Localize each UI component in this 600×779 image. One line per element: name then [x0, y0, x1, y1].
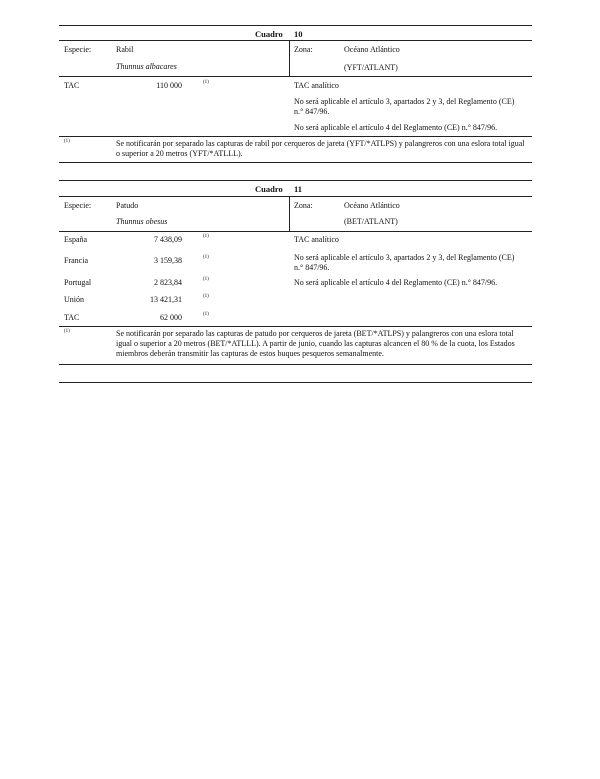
table-10-zona-code: (YFT/ATLANT) — [344, 63, 398, 72]
table-10-tac-label: TAC — [64, 81, 80, 90]
table-10-bottom-rule — [59, 162, 532, 163]
table-11-row-note: (1) — [203, 234, 209, 239]
table-11-footnote-rule — [59, 326, 532, 327]
table-11-row-country: Portugal — [64, 278, 92, 287]
table-11-tac-analitico: TAC analítico — [294, 235, 339, 244]
table-11-row-note: (1) — [203, 294, 209, 299]
table-11-row-country: Unión — [64, 295, 84, 304]
table-11-row-value: 62 000 — [160, 313, 182, 322]
table-11-row-country: España — [64, 235, 88, 244]
table-11-especie-label: Especie: — [64, 201, 92, 210]
table-11-row-country: TAC — [64, 313, 80, 322]
table-11-footnote-text: Se notificarán por separado las capturas de patudo por cerqueros de jareta (BET/*ATLPS) y palangreros con una eslora total igual o superior a 20 metros (BET/*ATLLL). A partir de junio, cuando las capturas alcancen el 80 % de la cuota, los Estados miembros deberán transmitir las capturas de estos buques pesqueros semanalmente. — [116, 329, 515, 358]
table-10-column-divider — [289, 40, 290, 76]
table-11-zona-label: Zona: — [294, 201, 313, 210]
table-11-lower-rule — [59, 364, 532, 365]
table-10-footnote-rule — [59, 136, 532, 137]
table-11-top-rule — [59, 180, 532, 181]
table-11-footnote-mark: (1) — [64, 329, 70, 334]
table-11-species-rule — [59, 231, 532, 232]
table-10-header-rule — [59, 40, 532, 41]
table-10-art3-note: No será aplicable el artículo 3, apartados 2 y 3, del Reglamento (CE) n.° 847/96. — [294, 97, 515, 116]
table-10-especie-common: Rabil — [116, 45, 134, 54]
table-10-art4-note: No será aplicable el artículo 4 del Reglamento (CE) n.° 847/96. — [294, 123, 498, 132]
table-11-column-divider — [289, 196, 290, 231]
table-10-tac-note: (1) — [203, 80, 209, 85]
table-11-especie-latin: Thunnus obesus — [116, 217, 168, 226]
table-10-cuadro-label: Cuadro — [255, 29, 283, 39]
table-11-header-rule — [59, 196, 532, 197]
table-10-number: 10 — [294, 29, 303, 39]
table-10-footnote-text: Se notificarán por separado las capturas de rabil por cerqueros de jareta (YFT/*ATLPS) y palangreros con una eslora total igual o superior a 20 metros (YFT/*ATLLL). — [116, 139, 525, 158]
table-11-row-value: 2 823,84 — [154, 278, 182, 287]
table-11-row-value: 13 421,31 — [150, 295, 182, 304]
table-10-tac-analitico: TAC analítico — [294, 81, 339, 90]
table-11-row-note: (1) — [203, 277, 209, 282]
table-10-especie-latin: Thunnus albacares — [116, 62, 177, 71]
table-10-zona-label: Zona: — [294, 45, 313, 54]
table-10-tac-value: 110 000 — [156, 81, 182, 90]
table-10-footnote-mark: (1) — [64, 139, 70, 144]
table-11-row-value: 3 159,38 — [154, 256, 182, 265]
table-10-top-rule — [59, 25, 532, 26]
table-11-zona-name: Océano Atlántico — [344, 201, 400, 210]
table-11-cuadro-label: Cuadro — [255, 184, 283, 194]
table-10-especie-label: Especie: — [64, 45, 92, 54]
table-11-row-note: (1) — [203, 312, 209, 317]
table-10-species-rule — [59, 76, 532, 77]
table-10-zona-name: Océano Atlántico — [344, 45, 400, 54]
table-11-number: 11 — [294, 184, 303, 194]
table-11-bottom-rule — [59, 382, 532, 383]
table-11-art3-note: No será aplicable el artículo 3, apartados 2 y 3, del Reglamento (CE) n.° 847/96. — [294, 253, 515, 272]
table-11-art4-note: No será aplicable el artículo 4 del Reglamento (CE) n.° 847/96. — [294, 278, 498, 287]
table-11-row-country: Francia — [64, 256, 88, 265]
table-11-especie-common: Patudo — [116, 201, 139, 210]
table-11-row-value: 7 438,09 — [154, 235, 182, 244]
table-11-zona-code: (BET/ATLANT) — [344, 217, 398, 226]
table-11-row-note: (1) — [203, 255, 209, 260]
